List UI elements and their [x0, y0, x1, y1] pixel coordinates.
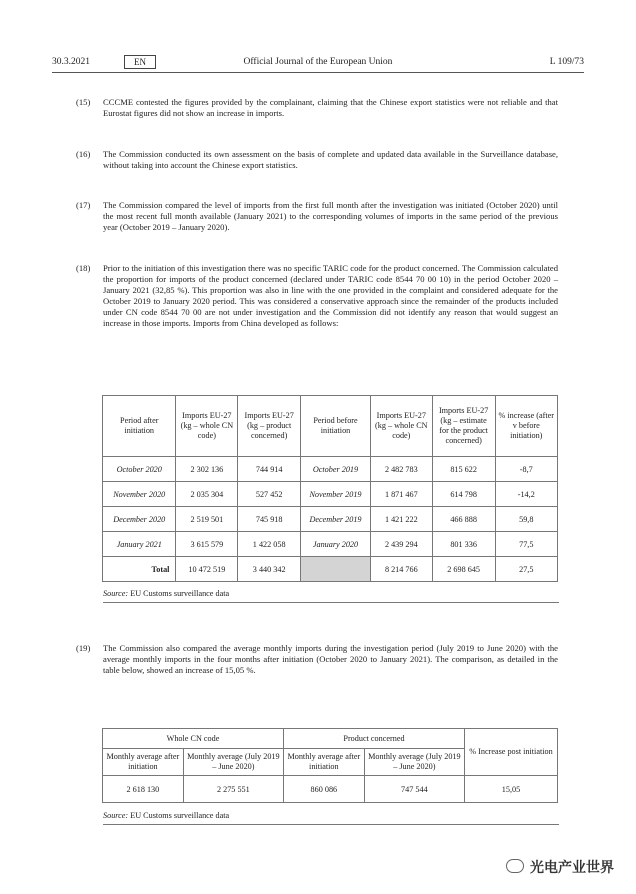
source-rule [103, 824, 559, 825]
table-cell: 10 472 519 [176, 557, 238, 582]
table-cell: 2 439 294 [370, 532, 432, 557]
table-cell: 614 798 [432, 482, 495, 507]
table-cell: December 2020 [103, 507, 176, 532]
table-row [103, 776, 558, 803]
table-cell: 15,05 [465, 776, 558, 803]
paragraph-text: The Commission compared the level of imports from the first full month after the investigation was initiated (October 2020) until the most recent full month available (January 2021) to the corresponding volumes of imports in the same period of the previous year (October 2019 – January 2020). [103, 200, 558, 232]
table-cell: 8 214 766 [370, 557, 432, 582]
table-cell: 860 086 [283, 776, 364, 803]
table-cell: 2 302 136 [176, 457, 238, 482]
paragraph-number: (17) [76, 200, 91, 210]
page-header [52, 55, 584, 71]
paragraph-text: The Commission also compared the average monthly imports during the investigation period (July 2019 to June 2020) with the average monthly imports in the four months after initiation (October 2020 to January 2021). The comparison, as detailed in the table below, showed an increase of 15,05 %. [103, 643, 558, 675]
column-header: Monthly average after initiation [103, 749, 184, 776]
table-cell: 801 336 [432, 532, 495, 557]
table2-source [103, 811, 229, 820]
table-group-header-row [103, 729, 558, 749]
table-cell: -14,2 [495, 482, 557, 507]
total-row [103, 557, 558, 582]
table-cell: 2 035 304 [176, 482, 238, 507]
table-cell: October 2019 [301, 457, 371, 482]
empty-cell [301, 557, 371, 582]
column-header: Imports EU-27 (kg – whole CN code) [176, 396, 238, 457]
table-row [103, 532, 558, 557]
column-header: % Increase post initiation [465, 729, 558, 776]
table-cell: 3 440 342 [238, 557, 301, 582]
paragraph-number: (15) [76, 97, 91, 107]
group-header: Product concerned [283, 729, 464, 749]
table-cell: December 2019 [301, 507, 371, 532]
table-cell: 77,5 [495, 532, 557, 557]
source-text: EU Customs surveillance data [128, 811, 230, 820]
column-header: Monthly average (July 2019 – June 2020) [364, 749, 464, 776]
table-cell: 59,8 [495, 507, 557, 532]
language-badge: EN [124, 55, 156, 69]
column-header: % increase (after v before initiation) [495, 396, 557, 457]
column-header: Monthly average (July 2019 – June 2020) [183, 749, 283, 776]
total-label: Total [103, 557, 176, 582]
paragraph-18 [76, 263, 558, 329]
table-cell: November 2020 [103, 482, 176, 507]
table-cell: 27,5 [495, 557, 557, 582]
table-row [103, 482, 558, 507]
table-cell: 1 871 467 [370, 482, 432, 507]
paragraph-16 [76, 149, 558, 171]
table-cell: 1 421 222 [370, 507, 432, 532]
column-header: Period after initiation [103, 396, 176, 457]
column-header: Imports EU-27 (kg – estimate for the product concerned) [432, 396, 495, 457]
header-date: 30.3.2021 [52, 57, 90, 67]
paragraph-number: (16) [76, 149, 91, 159]
column-header: Imports EU-27 (kg – whole CN code) [370, 396, 432, 457]
table-cell: 2 618 130 [103, 776, 184, 803]
table-cell: 2 519 501 [176, 507, 238, 532]
table-cell: 2 275 551 [183, 776, 283, 803]
table-row [103, 457, 558, 482]
table1-source [103, 589, 229, 598]
chat-bubble-icon [506, 859, 524, 873]
table-cell: October 2020 [103, 457, 176, 482]
table-row [103, 507, 558, 532]
table-cell: 745 918 [238, 507, 301, 532]
table-cell: November 2019 [301, 482, 371, 507]
paragraph-number: (18) [76, 263, 91, 273]
monthly-average-table [102, 728, 558, 803]
column-header: Monthly average after initiation [283, 749, 364, 776]
table-cell: January 2021 [103, 532, 176, 557]
paragraph-17 [76, 200, 558, 233]
table-cell: 815 622 [432, 457, 495, 482]
paragraph-15 [76, 97, 558, 119]
paragraph-text: The Commission conducted its own assessment on the basis of complete and updated data available in the Surveillance database, without taking into account the Chinese export statistics. [103, 149, 558, 170]
source-label: Source: [103, 589, 129, 598]
paragraph-number: (19) [76, 643, 91, 653]
header-rule [52, 72, 584, 73]
table-cell: January 2020 [301, 532, 371, 557]
table-cell: 744 914 [238, 457, 301, 482]
source-text: EU Customs surveillance data [128, 589, 230, 598]
table-cell: 3 615 579 [176, 532, 238, 557]
source-label: Source: [103, 811, 129, 820]
watermark-text: 光电产业世界 [530, 860, 614, 876]
page-number: L 109/73 [549, 57, 584, 67]
journal-title: Official Journal of the European Union [243, 57, 393, 67]
watermark [506, 857, 614, 877]
paragraph-text: Prior to the initiation of this investigation there was no specific TARIC code for the product concerned. The Commission calculated the proportion for imports of the product concerned (declared under TARIC code 8544 70 00 10) in the period October 2020 – January 2021 (32,85 %). This proportion was also in line with the one provided in the complaint and considered adequate for the October 2019 to January 2020 period. This was considered a conservative approach since the remainder of the products included under CN code 8544 70 00 are not under investigation and the Commission did not identify any reason that would suggest an increase in those imports. Imports from China developed as follows: [103, 263, 558, 328]
paragraph-19 [76, 643, 558, 676]
table-cell: 747 544 [364, 776, 464, 803]
table-cell: 2 698 645 [432, 557, 495, 582]
paragraph-text: CCCME contested the figures provided by the complainant, claiming that the Chinese export statistics were not reliable and that Eurostat figures did not show an increase in imports. [103, 97, 558, 118]
column-header: Imports EU-27 (kg – product concerned) [238, 396, 301, 457]
table-cell: -8,7 [495, 457, 557, 482]
column-header: Period before initiation [301, 396, 371, 457]
group-header: Whole CN code [103, 729, 284, 749]
imports-comparison-table [102, 395, 558, 582]
table-header-row [103, 396, 558, 457]
source-rule [103, 602, 559, 603]
table-cell: 466 888 [432, 507, 495, 532]
table-cell: 527 452 [238, 482, 301, 507]
table-cell: 2 482 783 [370, 457, 432, 482]
table-cell: 1 422 058 [238, 532, 301, 557]
